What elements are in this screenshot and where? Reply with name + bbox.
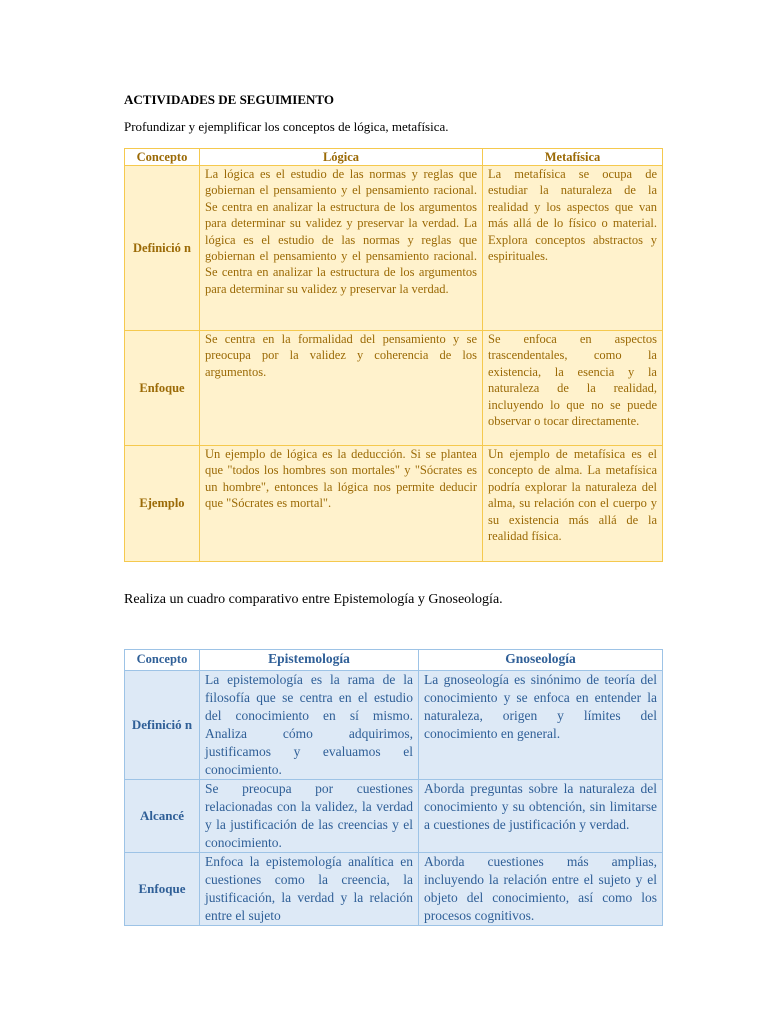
cell-gnoseologia-definicion: La gnoseología es sinónimo de teoría del conocimiento y se enfoca en entender la naturaleza, origen y límites del conocimiento en general. <box>419 671 663 780</box>
header-logica: Lógica <box>200 149 483 166</box>
table-row <box>125 671 663 780</box>
cell-metafisica-enfoque: Se enfoca en aspectos trascendentales, como la existencia, la esencia y la naturaleza de la realidad, incluyendo lo que no se puede observar o tocar directamente. <box>483 331 663 446</box>
row-label-ejemplo: Ejemplo <box>125 446 200 562</box>
header-metafisica: Metafísica <box>483 149 663 166</box>
epistemology-gnoseology-table <box>124 649 663 926</box>
table-row <box>125 166 663 331</box>
table-row <box>125 446 663 562</box>
table-header-row <box>125 149 663 166</box>
cell-gnoseologia-enfoque: Aborda cuestiones más amplias, incluyendo la relación entre el sujeto y el objeto del conocimiento, así como los procesos cognitivos. <box>419 853 663 926</box>
table-header-row <box>125 650 663 671</box>
document-title: ACTIVIDADES DE SEGUIMIENTO <box>124 92 334 107</box>
cell-gnoseologia-alcance: Aborda preguntas sobre la naturaleza del conocimiento y su obtención, sin limitarse a cuestiones de justificación y verdad. <box>419 780 663 853</box>
cell-metafisica-definicion: La metafísica se ocupa de estudiar la naturaleza de la realidad y los aspectos que van más allá de lo físico o material. Explora conceptos abstractos y espirituales. <box>483 166 663 331</box>
header-concepto: Concepto <box>125 650 200 671</box>
header-concepto: Concepto <box>125 149 200 166</box>
cell-metafisica-ejemplo: Un ejemplo de metafísica es el concepto de alma. La metafísica podría explorar la naturaleza del alma, su relación con el cuerpo y su existencia más allá de la realidad física. <box>483 446 663 562</box>
table-row <box>125 853 663 926</box>
cell-logica-ejemplo: Un ejemplo de lógica es la deducción. Si se plantea que "todos los hombres son mortales" y "Sócrates es un hombre", entonces la lógica nos permite deducir que "Sócrates es mortal". <box>200 446 483 562</box>
row-label-alcance: Alcancé <box>125 780 200 853</box>
cell-logica-enfoque: Se centra en la formalidad del pensamiento y se preocupa por la validez y coherencia de los argumentos. <box>200 331 483 446</box>
table-row <box>125 331 663 446</box>
row-label-definicion: Definició n <box>125 166 200 331</box>
cell-epistemologia-alcance: Se preocupa por cuestiones relacionadas con la validez, la verdad y la justificación de las creencias y el conocimiento. <box>200 780 419 853</box>
instruction-logic-metaphysics: Profundizar y ejemplificar los conceptos de lógica, metafísica. <box>124 119 449 134</box>
instruction-comparative-chart: Realiza un cuadro comparativo entre Epistemología y Gnoseología. <box>124 592 503 607</box>
header-gnoseologia: Gnoseología <box>419 650 663 671</box>
cell-epistemologia-enfoque: Enfoca la epistemología analítica en cuestiones como la creencia, la justificación, la verdad y la relación entre el sujeto <box>200 853 419 926</box>
row-label-enfoque: Enfoque <box>125 331 200 446</box>
cell-logica-definicion: La lógica es el estudio de las normas y reglas que gobiernan el pensamiento y el pensamiento racional. Se centra en analizar la estructura de los argumentos para determinar su validez y preservar la verdad. La lógica es el estudio de las normas y reglas que gobiernan el pensamiento y el pensamiento racional. Se centra en analizar la estructura de los argumentos para determinar su validez y preservar la verdad. <box>200 166 483 331</box>
table-row <box>125 780 663 853</box>
logic-metaphysics-table <box>124 148 663 562</box>
row-label-enfoque: Enfoque <box>125 853 200 926</box>
cell-epistemologia-definicion: La epistemología es la rama de la filosofía que se centra en el estudio del conocimiento en sí mismo. Analiza cómo adquirimos, justificamos y evaluamos el conocimiento. <box>200 671 419 780</box>
header-epistemologia: Epistemología <box>200 650 419 671</box>
row-label-definicion: Definició n <box>125 671 200 780</box>
